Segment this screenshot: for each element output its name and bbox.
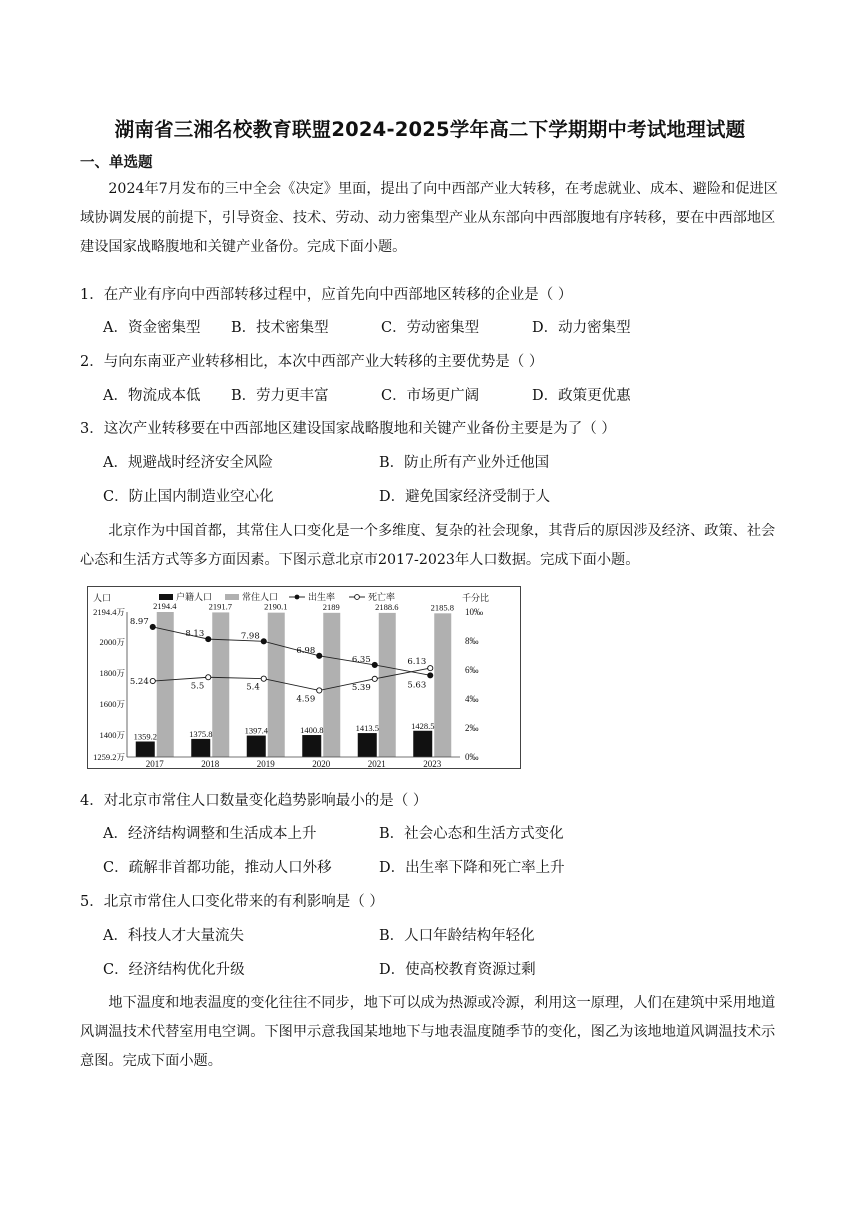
legend-changzhu-swatch (225, 594, 239, 600)
right-tick-label: 8‰ (465, 636, 479, 646)
出生率-point (428, 673, 433, 678)
changzhu-bar (379, 613, 396, 757)
question-3: 3．这次产业转移要在中西部地区建设国家战略腹地和关键产业备份主要是为了（ ） (80, 421, 616, 437)
changzhu-bar (157, 612, 174, 757)
huji-value-label: 1413.5 (355, 723, 379, 734)
question-3-options-row2 (103, 485, 550, 506)
changzhu-bar (268, 613, 285, 757)
question-3-options-row1 (103, 451, 549, 472)
left-tick-label: 2000万 (99, 637, 125, 648)
huji-bar (136, 741, 155, 757)
right-tick-label: 10‰ (465, 607, 483, 617)
right-tick-label: 2‰ (465, 723, 479, 733)
option: B．人口年龄结构年轻化 (379, 928, 535, 944)
option: D．动力密集型 (532, 320, 631, 336)
option: A．物流成本低 (103, 388, 201, 404)
option: B．劳力更丰富 (231, 388, 329, 404)
right-axis-title: 千分比 (462, 594, 490, 604)
changzhu-value-label: 2190.1 (264, 601, 288, 612)
birth-value-label: 8.13 (185, 629, 205, 640)
left-tick-label: 1400万 (99, 730, 125, 741)
death-value-label: 6.13 (407, 657, 427, 668)
x-tick-label: 2019 (256, 759, 275, 769)
changzhu-value-label: 2185.8 (430, 602, 454, 613)
死亡率-point (261, 676, 266, 681)
huji-bar (358, 733, 377, 757)
birth-value-label: 8.97 (129, 616, 149, 627)
option: C．疏解非首都功能，推动人口外移 (103, 860, 332, 876)
legend-death-marker (355, 595, 360, 600)
死亡率-point (317, 688, 322, 693)
huji-value-label: 1397.4 (244, 725, 268, 736)
死亡率-point (206, 675, 211, 680)
question-1-options (103, 316, 631, 337)
option: D．避免国家经济受制于人 (379, 489, 551, 505)
option: C．防止国内制造业空心化 (103, 489, 274, 505)
changzhu-bar (212, 612, 229, 757)
right-tick-label: 4‰ (465, 694, 479, 704)
x-tick-label: 2021 (367, 759, 386, 769)
death-value-label: 5.39 (351, 682, 371, 693)
option: D．政策更优惠 (532, 388, 631, 404)
option: C．经济结构优化升级 (103, 962, 245, 978)
left-tick-label: 1600万 (99, 699, 125, 710)
left-tick-label: 1800万 (99, 668, 125, 679)
x-tick-label: 2020 (312, 759, 331, 769)
changzhu-value-label: 2194.4 (153, 601, 177, 611)
changzhu-value-label: 2188.6 (375, 601, 399, 612)
death-value-label: 5.4 (246, 682, 260, 693)
x-tick-label: 2018 (201, 759, 220, 769)
出生率-point (150, 624, 155, 629)
passage-2: 北京作为中国首都，其常住人口变化是一个多维度、复杂的社会现象，其背后的原因涉及经济、政策、社会心态和生活方式等多方面因素。下图示意北京市2017-2023年人口数据。完成下面小题。 (80, 523, 776, 568)
death-value-label: 5.24 (129, 677, 149, 688)
question-4: 4．对北京市常住人口数量变化趋势影响最小的是（ ） (80, 793, 428, 809)
x-tick-label: 2017 (145, 759, 164, 769)
huji-value-label: 1359.2 (133, 731, 157, 742)
huji-value-label: 1400.8 (300, 725, 324, 736)
birth-value-label: 5.63 (407, 680, 427, 691)
question-5-options-row1 (103, 924, 535, 945)
option: A．经济结构调整和生活成本上升 (103, 826, 317, 842)
option: A．规避战时经济安全风险 (103, 455, 273, 471)
question-2-options (103, 384, 631, 405)
option: A．资金密集型 (103, 320, 201, 336)
question-4-options-row1 (103, 822, 564, 843)
x-tick-label: 2023 (423, 759, 442, 769)
question-4-options-row2 (103, 856, 565, 877)
option: B．社会心态和生活方式变化 (379, 826, 564, 842)
option: A．科技人才大量流失 (103, 928, 244, 944)
changzhu-bar (434, 613, 451, 757)
page-title: 湖南省三湘名校教育联盟2024-2025学年高二下学期期中考试地理试题 (114, 118, 746, 141)
legend-death-label: 死亡率 (368, 593, 396, 603)
death-value-label: 4.59 (296, 694, 316, 705)
question-5: 5．北京市常住人口变化带来的有利影响是（ ） (80, 894, 384, 910)
question-2: 2．与向东南亚产业转移相比，本次中西部产业大转移的主要优势是（ ） (80, 354, 544, 370)
left-tick-label: 2194.4万 (93, 607, 125, 617)
question-1: 1．在产业有序向中西部转移过程中，应首先向中西部地区转移的企业是（ ） (80, 287, 573, 303)
option: C．市场更广阔 (381, 388, 480, 404)
birth-value-label: 7.98 (240, 631, 260, 642)
出生率-point (261, 639, 266, 644)
huji-bar (247, 736, 266, 757)
birth-value-label: 6.98 (296, 645, 316, 656)
population-chart (87, 586, 521, 769)
huji-bar (302, 735, 321, 757)
死亡率-point (428, 666, 433, 671)
出生率-point (317, 653, 322, 658)
huji-value-label: 1375.8 (189, 728, 213, 739)
huji-bar (413, 731, 432, 757)
birth-value-label: 6.35 (351, 654, 371, 665)
passage-1: 2024年7月发布的三中全会《决定》里面，提出了向中西部产业大转移，在考虑就业、成本、避险和促进区域协调发展的前提下，引导资金、技术、劳动、动力密集型产业从东部向中西部腹地有序转移，要在中西部地区建设国家战略腹地和关键产业备份。完成下面小题。 (80, 181, 778, 255)
left-tick-label: 1259.2万 (93, 752, 125, 762)
option: B．防止所有产业外迁他国 (379, 455, 550, 471)
legend-huji-label: 户籍人口 (176, 593, 213, 603)
legend-huji-swatch (159, 594, 173, 600)
huji-value-label: 1428.5 (411, 720, 435, 731)
changzhu-value-label: 2189 (322, 601, 340, 612)
出生率-point (372, 662, 377, 667)
legend-changzhu-label: 常住人口 (242, 593, 279, 603)
section-heading: 一、单选题 (80, 155, 153, 171)
right-tick-label: 0‰ (465, 752, 479, 762)
passage-3: 地下温度和地表温度的变化往往不同步，地下可以成为热源或冷源，利用这一原理，人们在建筑中采用地道风调温技术代替室用电空调。下图甲示意我国某地地下与地表温度随季节的变化，图乙为该地地道风调温技术示意图。完成下面小题。 (80, 995, 776, 1069)
left-axis-title: 人口 (93, 594, 112, 604)
option: D．出生率下降和死亡率上升 (379, 860, 565, 876)
option: C．劳动密集型 (381, 320, 480, 336)
option: B．技术密集型 (231, 320, 329, 336)
死亡率-point (372, 676, 377, 681)
出生率-point (206, 637, 211, 642)
legend-birth-marker (295, 595, 300, 600)
question-5-options-row2 (103, 958, 536, 979)
changzhu-value-label: 2191.7 (208, 601, 232, 612)
huji-bar (191, 739, 210, 757)
legend-birth-label: 出生率 (308, 593, 336, 603)
death-value-label: 5.5 (190, 681, 205, 692)
死亡率-point (150, 678, 155, 683)
changzhu-bar (323, 613, 340, 757)
right-tick-label: 6‰ (465, 665, 479, 675)
option: D．使高校教育资源过剩 (379, 962, 536, 978)
